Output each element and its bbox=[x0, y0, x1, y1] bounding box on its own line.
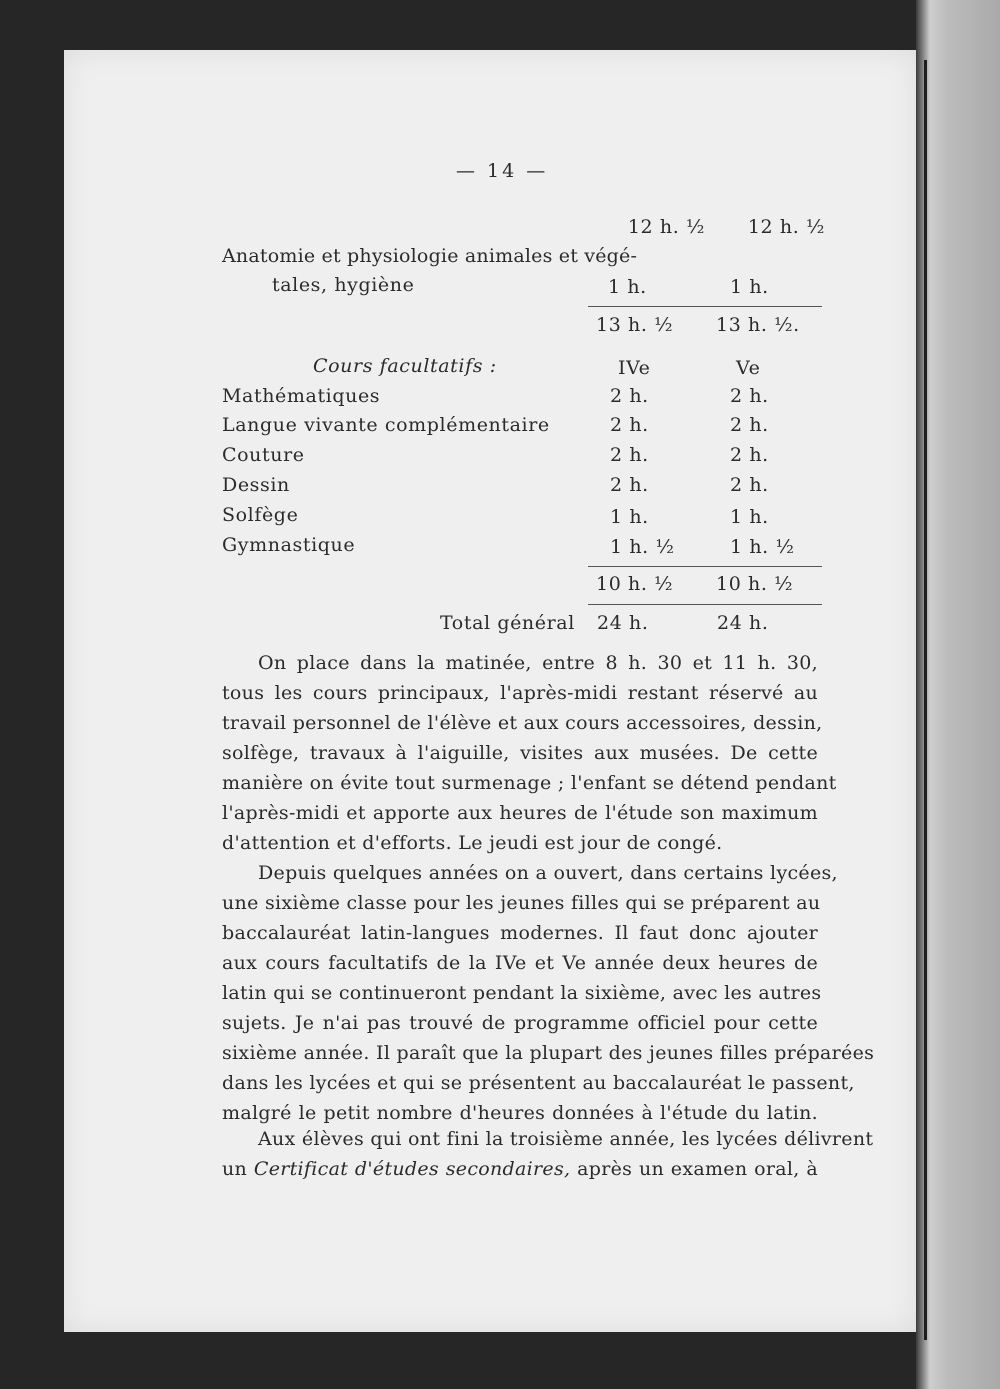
course-col5: 2 h. bbox=[730, 414, 769, 436]
course-col5: 1 h. bbox=[730, 506, 769, 528]
text-line: Aux élèves qui ont fini la troisième année, les lycées délivrent bbox=[258, 1128, 874, 1150]
course-col5: 2 h. bbox=[730, 474, 769, 496]
course-col4: 2 h. bbox=[610, 385, 649, 407]
text-line: manière on évite tout surmenage ; l'enfant se détend pendant bbox=[222, 772, 837, 794]
col5-header: Ve bbox=[736, 357, 761, 379]
subtotal-col5: 12 h. ½ bbox=[747, 216, 825, 238]
total-col4: 13 h. ½ bbox=[596, 314, 674, 336]
total-col5: 13 h. ½. bbox=[716, 314, 800, 336]
subtotal-col4: 12 h. ½ bbox=[627, 216, 705, 238]
rule-2 bbox=[588, 566, 822, 567]
course-col4: 2 h. bbox=[610, 414, 649, 436]
book-edge bbox=[916, 0, 1000, 1389]
text-line: tous les cours principaux, l'après-midi restant réservé au bbox=[222, 682, 818, 704]
text-line: latin qui se continueront pendant la sixième, avec les autres bbox=[222, 982, 822, 1004]
course-col4: 1 h. bbox=[610, 506, 649, 528]
anatomy-label-line1: Anatomie et physiologie animales et végé- bbox=[222, 245, 638, 267]
rule-1 bbox=[588, 306, 822, 307]
text-line: dans les lycées et qui se présentent au baccalauréat le passent, bbox=[222, 1072, 855, 1094]
text-line bbox=[222, 1154, 818, 1184]
optional-total-col4: 10 h. ½ bbox=[596, 573, 674, 595]
course-col5: 2 h. bbox=[730, 444, 769, 466]
rule-3 bbox=[588, 604, 822, 605]
col4-header: IVe bbox=[618, 357, 651, 379]
text-line: travail personnel de l'élève et aux cours accessoires, dessin, bbox=[222, 712, 823, 734]
optional-total-col5: 10 h. ½ bbox=[716, 573, 794, 595]
course-col4: 2 h. bbox=[610, 444, 649, 466]
course-col5: 2 h. bbox=[730, 385, 769, 407]
text-run: après un examen oral, à bbox=[577, 1158, 819, 1180]
text-line: sixième année. Il paraît que la plupart des jeunes filles préparées bbox=[222, 1042, 875, 1064]
grand-total-col5: 24 h. bbox=[717, 612, 769, 634]
text-run: un bbox=[222, 1158, 248, 1180]
page-fold bbox=[924, 60, 927, 1340]
text-line: malgré le petit nombre d'heures données à l'étude du latin. bbox=[222, 1102, 818, 1124]
text-line: baccalauréat latin-langues modernes. Il faut donc ajouter bbox=[222, 922, 818, 944]
course-col4: 1 h. ½ bbox=[610, 536, 675, 558]
anatomy-col5: 1 h. bbox=[730, 276, 769, 298]
certificate-title: Certificat d'études secondaires, bbox=[253, 1158, 571, 1180]
anatomy-col4: 1 h. bbox=[608, 276, 647, 298]
text-line: solfège, travaux à l'aiguille, visites aux musées. De cette bbox=[222, 742, 818, 764]
page-number: — 14 — bbox=[456, 160, 549, 182]
text-line: sujets. Je n'ai pas trouvé de programme officiel pour cette bbox=[222, 1012, 818, 1034]
course-col5: 1 h. ½ bbox=[730, 536, 795, 558]
course-col4: 2 h. bbox=[610, 474, 649, 496]
paragraph-3 bbox=[222, 1124, 874, 1184]
paragraph-2 bbox=[222, 858, 875, 1128]
course-name: Dessin bbox=[222, 474, 290, 496]
text-line: aux cours facultatifs de la IVe et Ve année deux heures de bbox=[222, 952, 818, 974]
course-name: Couture bbox=[222, 444, 305, 466]
course-name: Solfège bbox=[222, 504, 299, 526]
text-line: une sixième classe pour les jeunes filles qui se préparent au bbox=[222, 892, 821, 914]
course-name: Mathématiques bbox=[222, 385, 381, 407]
optional-heading: Cours facultatifs : bbox=[313, 355, 497, 377]
anatomy-label-line2: tales, hygiène bbox=[272, 274, 415, 296]
text-line: l'après-midi et apporte aux heures de l'étude son maximum bbox=[222, 802, 818, 824]
paragraph-1 bbox=[222, 648, 837, 858]
text-line: On place dans la matinée, entre 8 h. 30 et 11 h. 30, bbox=[258, 652, 818, 674]
course-name: Langue vivante complémentaire bbox=[222, 414, 550, 436]
text-line: Depuis quelques années on a ouvert, dans certains lycées, bbox=[258, 862, 838, 884]
grand-total-col4: 24 h. bbox=[597, 612, 649, 634]
grand-total-label: Total général bbox=[440, 612, 575, 634]
text-line: d'attention et d'efforts. Le jeudi est jour de congé. bbox=[222, 832, 723, 854]
course-name: Gymnastique bbox=[222, 534, 356, 556]
